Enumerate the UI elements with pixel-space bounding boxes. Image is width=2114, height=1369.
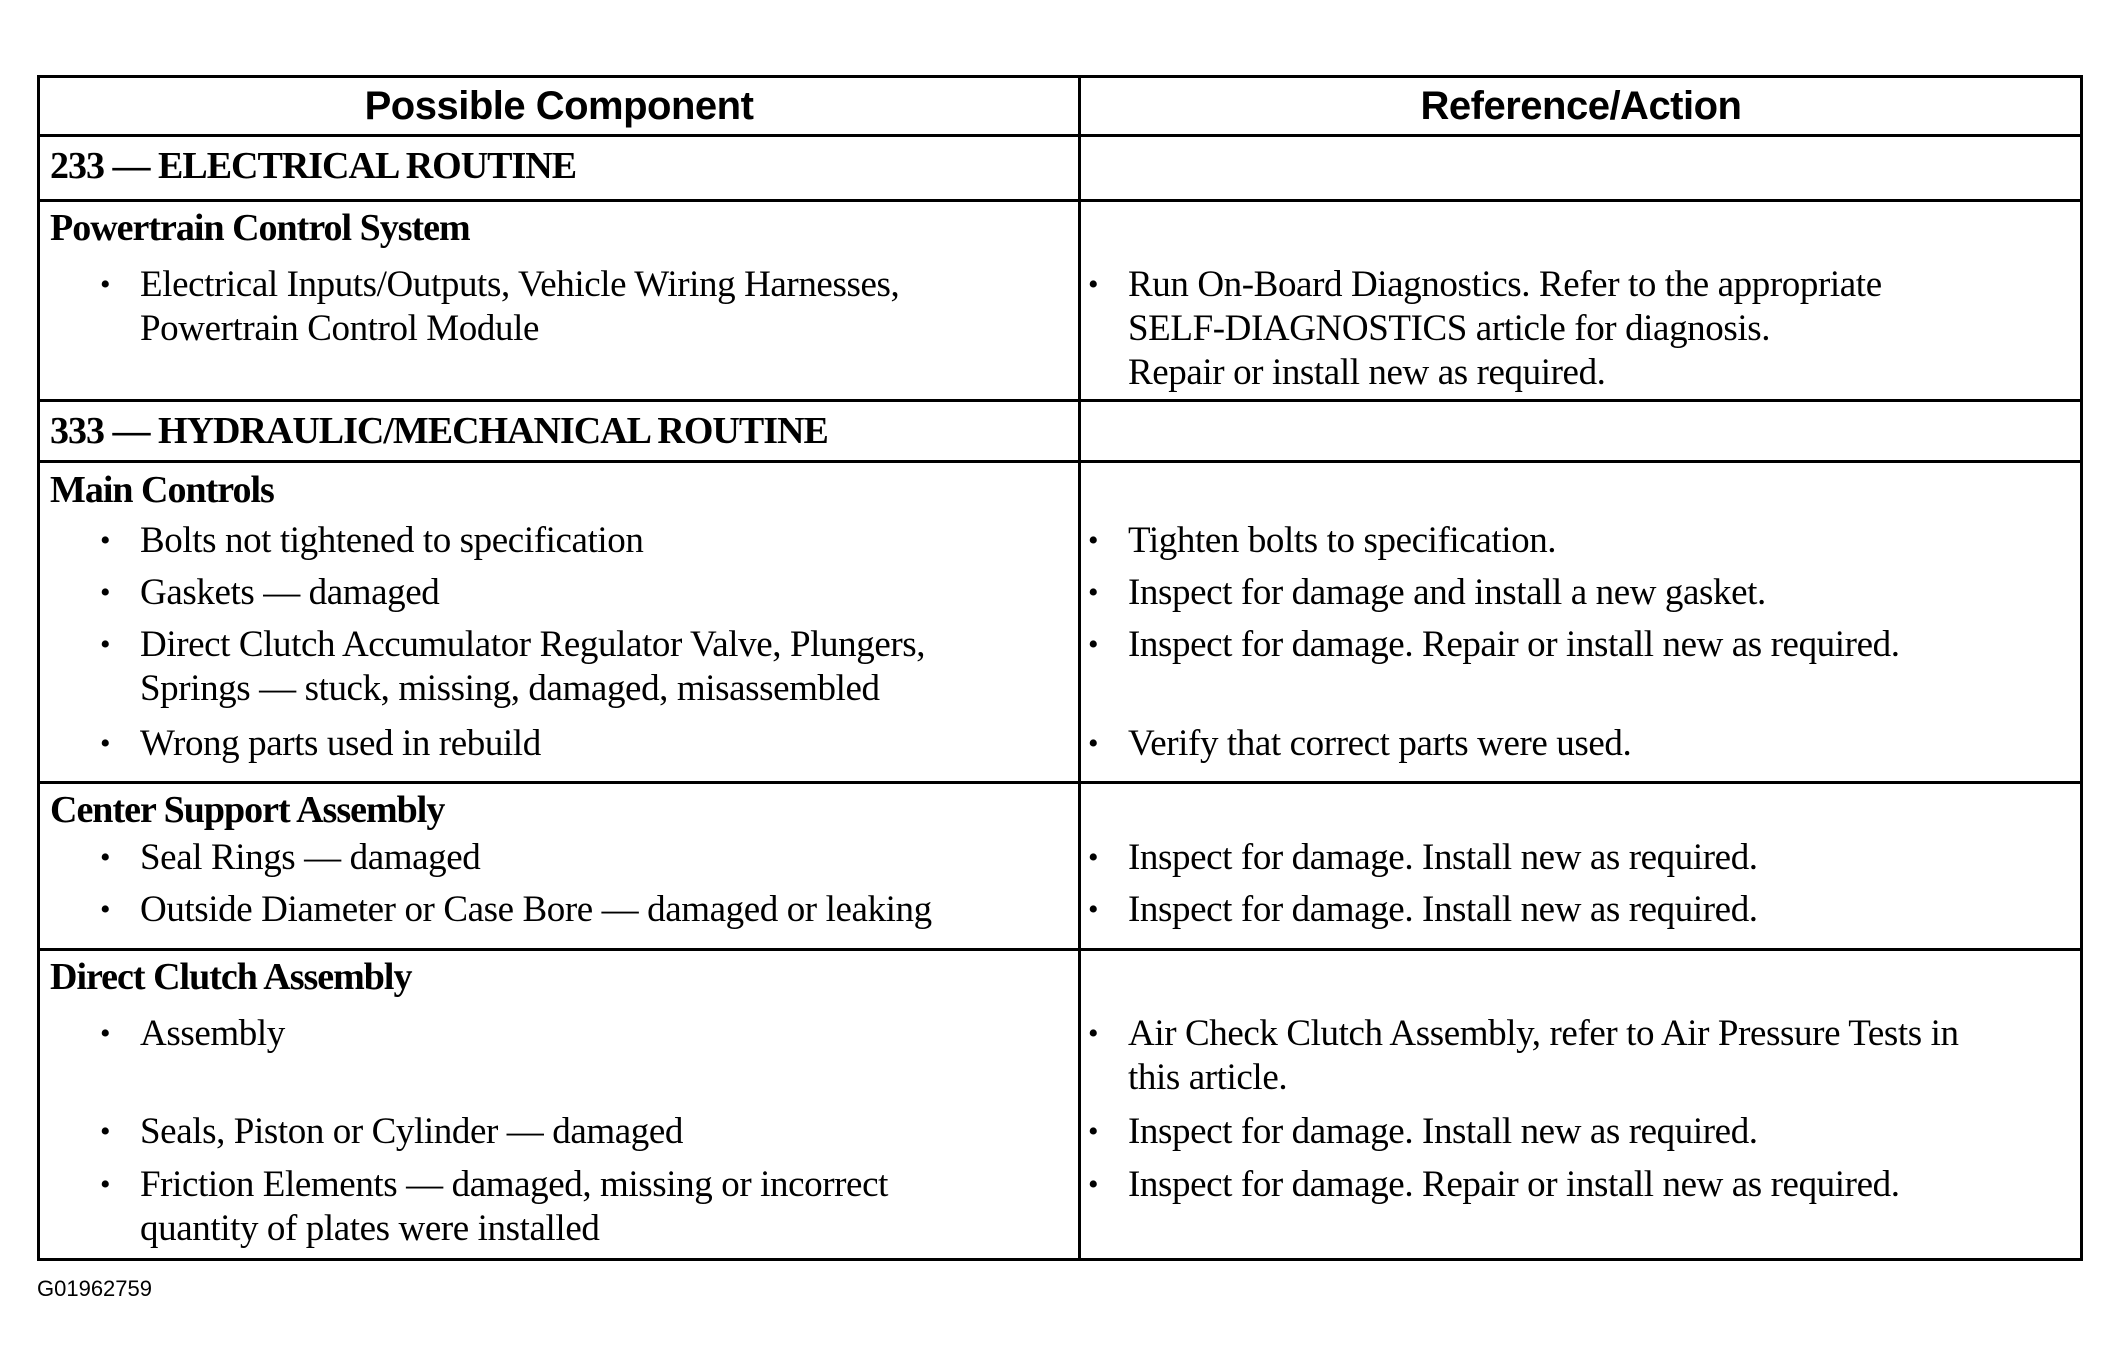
bullet-icon: • bbox=[100, 727, 111, 760]
figure-code: G01962759 bbox=[37, 1276, 152, 1301]
list-item: • Inspect for damage. Install new as required. bbox=[1088, 889, 1758, 930]
bullet-icon: • bbox=[1088, 1168, 1099, 1201]
bullet-icon: • bbox=[100, 576, 111, 609]
bullet-icon: • bbox=[100, 841, 111, 874]
list-item: • Inspect for damage. Install new as required. bbox=[1088, 1111, 1758, 1152]
bullet-icon: • bbox=[100, 628, 111, 661]
list-item: • Gaskets — damaged bbox=[100, 572, 440, 613]
list-item: • Inspect for damage. Repair or install new as required. bbox=[1088, 1164, 1900, 1205]
bullet-icon: • bbox=[100, 1115, 111, 1148]
list-item: • Friction Elements — damaged, missing or incorrect quantity of plates were installed bbox=[100, 1164, 888, 1249]
row-divider bbox=[40, 460, 2080, 463]
bullet-icon: • bbox=[1088, 628, 1099, 661]
bullet-icon: • bbox=[100, 1017, 111, 1050]
column-divider bbox=[1078, 78, 1081, 1258]
bullet-icon: • bbox=[1088, 524, 1099, 557]
bullet-icon: • bbox=[1088, 1017, 1099, 1050]
diagnosis-table bbox=[37, 75, 2083, 1261]
list-item: • Inspect for damage. Install new as required. bbox=[1088, 837, 1758, 878]
row-divider bbox=[40, 399, 2080, 402]
list-item: • Outside Diameter or Case Bore — damaged or leaking bbox=[100, 889, 932, 930]
header-reference-action: Reference/Action bbox=[1420, 84, 1742, 128]
bullet-icon: • bbox=[100, 268, 111, 301]
group-title-main-controls: Main Controls bbox=[50, 469, 274, 511]
bullet-icon: • bbox=[1088, 893, 1099, 926]
list-item: • Tighten bolts to specification. bbox=[1088, 520, 1557, 561]
row-divider bbox=[40, 948, 2080, 951]
group-title-center-support: Center Support Assembly bbox=[50, 789, 445, 831]
section-title-hydraulic: 333 — HYDRAULIC/MECHANICAL ROUTINE bbox=[50, 410, 828, 452]
list-item: • Electrical Inputs/Outputs, Vehicle Wiring Harnesses, Powertrain Control Module bbox=[100, 264, 900, 349]
list-item: • Assembly bbox=[100, 1013, 285, 1054]
bullet-icon: • bbox=[1088, 576, 1099, 609]
list-item: • Seal Rings — damaged bbox=[100, 837, 481, 878]
bullet-icon: • bbox=[1088, 841, 1099, 874]
bullet-icon: • bbox=[100, 1168, 111, 1201]
bullet-icon: • bbox=[1088, 727, 1099, 760]
bullet-icon: • bbox=[1088, 268, 1099, 301]
section-title-electrical: 233 — ELECTRICAL ROUTINE bbox=[50, 145, 577, 187]
list-item: • Seals, Piston or Cylinder — damaged bbox=[100, 1111, 683, 1152]
group-title-direct-clutch: Direct Clutch Assembly bbox=[50, 956, 412, 998]
list-item: • Inspect for damage. Repair or install new as required. bbox=[1088, 624, 1900, 665]
list-item: • Verify that correct parts were used. bbox=[1088, 723, 1632, 764]
header-possible-component: Possible Component bbox=[364, 84, 754, 128]
bullet-icon: • bbox=[100, 524, 111, 557]
row-divider bbox=[40, 199, 2080, 202]
list-item: • Direct Clutch Accumulator Regulator Valve, Plungers, Springs — stuck, missing, damaged, misassembled bbox=[100, 624, 926, 709]
bullet-icon: • bbox=[100, 893, 111, 926]
bullet-icon: • bbox=[1088, 1115, 1099, 1148]
list-item: • Run On-Board Diagnostics. Refer to the appropriate SELF-DIAGNOSTICS article for diagnosis. Repair or install new as required. bbox=[1088, 264, 1882, 393]
list-item: • Wrong parts used in rebuild bbox=[100, 723, 541, 764]
row-divider bbox=[40, 134, 2080, 137]
list-item: • Air Check Clutch Assembly, refer to Air Pressure Tests in this article. bbox=[1088, 1013, 1959, 1098]
list-item: • Bolts not tightened to specification bbox=[100, 520, 644, 561]
group-title-powertrain: Powertrain Control System bbox=[50, 207, 470, 249]
list-item: • Inspect for damage and install a new gasket. bbox=[1088, 572, 1766, 613]
row-divider bbox=[40, 781, 2080, 784]
